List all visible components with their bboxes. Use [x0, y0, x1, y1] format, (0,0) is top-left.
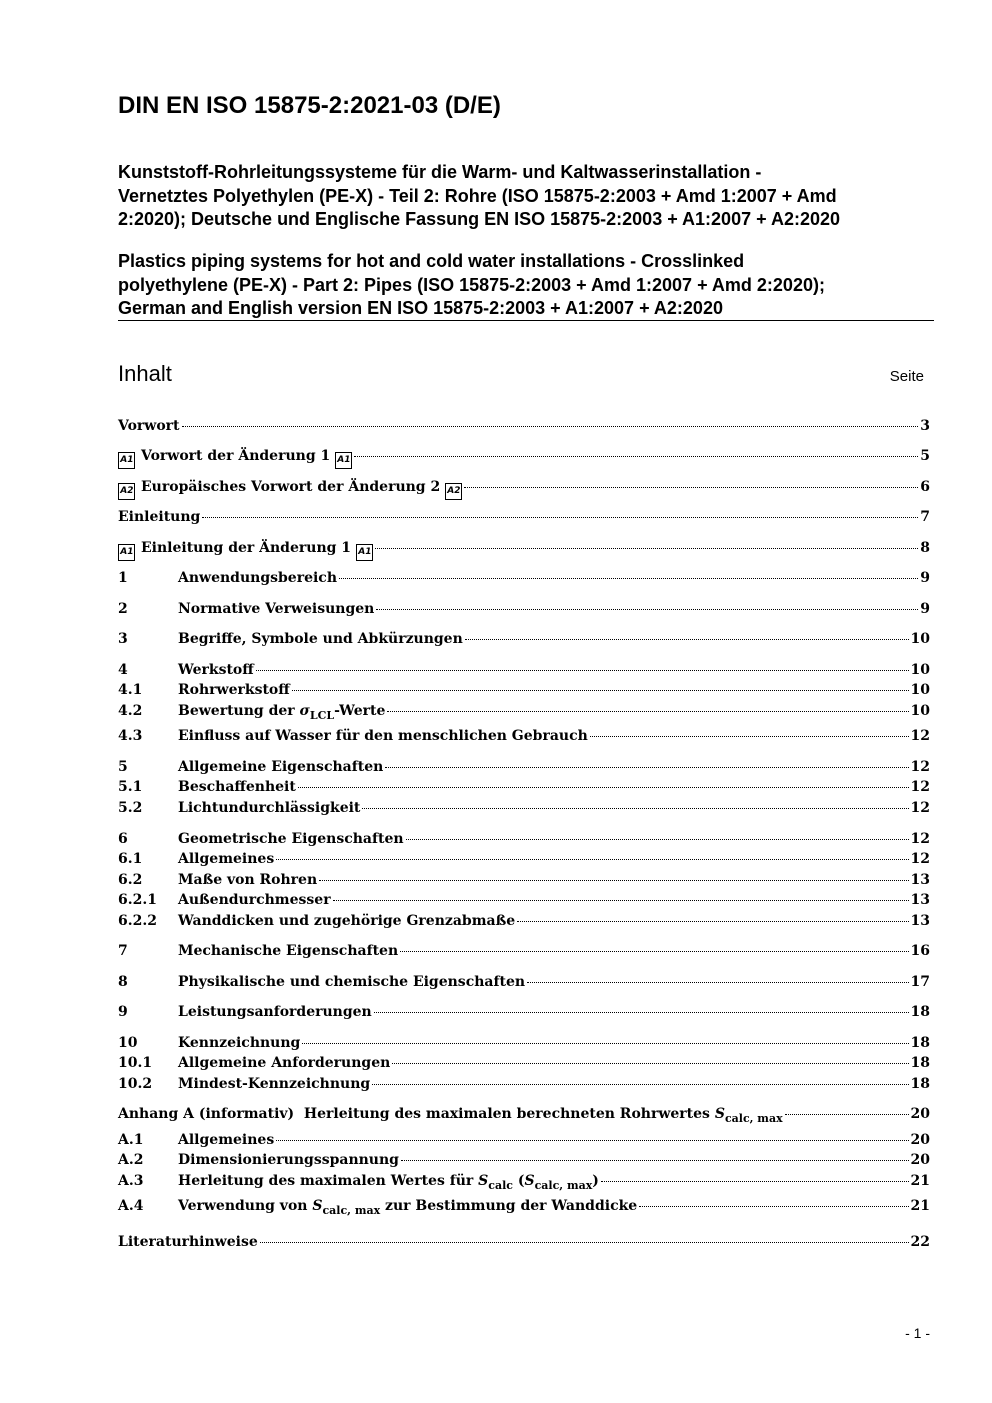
toc-entry-number: 10 — [118, 1035, 138, 1051]
toc-entry-page: 6 — [920, 479, 930, 495]
toc-entry-label-text: -Werte — [334, 703, 386, 719]
toc-entry-number: A.3 — [118, 1173, 144, 1189]
toc-entry-page: 18 — [910, 1004, 930, 1020]
toc-entry-page: 12 — [910, 800, 930, 816]
leader-dots — [590, 736, 909, 737]
leader-dots — [639, 1206, 908, 1207]
toc-entry-page: 12 — [910, 831, 930, 847]
toc-entry-label: Einleitung der Änderung 1 — [141, 540, 352, 556]
toc-entry-label: Vorwort der Änderung 1 — [141, 448, 331, 464]
toc-entry-page: 20 — [910, 1152, 930, 1168]
toc-entry-label: Allgemeines — [178, 1132, 275, 1148]
toc-entry-number: 9 — [118, 1004, 128, 1020]
title-divider — [118, 320, 934, 321]
toc-entry-number: 1 — [118, 570, 128, 586]
toc-entry-einleitung-aenderung-1[interactable] — [118, 540, 930, 560]
toc-entry-label-text: Anhang A (informativ) Herleitung des maximalen berechneten Rohrwertes — [118, 1106, 715, 1122]
toc-entry-label: Einfluss auf Wasser für den menschlichen Gebrauch — [178, 728, 588, 744]
toc-entry-10[interactable] — [118, 1035, 930, 1055]
toc-entry-label-text: Herleitung des maximalen Wertes für — [178, 1173, 479, 1189]
subtitle-german — [118, 161, 938, 232]
toc-entry-4-1[interactable] — [118, 682, 930, 702]
toc-entry-label: Normative Verweisungen — [178, 601, 375, 617]
leader-dots — [400, 951, 908, 952]
toc-entry-number: 10.1 — [118, 1055, 153, 1071]
toc-entry-label: Werkstoff — [178, 662, 254, 678]
toc-entry-4-3[interactable] — [118, 728, 930, 748]
leader-dots — [401, 1160, 909, 1161]
toc-entry-label: Leistungsanforderungen — [178, 1004, 372, 1020]
subtitle-german-line: Kunststoff-Rohrleitungssysteme für die Warm- und Kaltwasserinstallation - — [118, 162, 762, 182]
toc-entry-page: 20 — [910, 1132, 930, 1148]
toc-entry-label: Maße von Rohren — [178, 872, 318, 888]
toc-entry-einleitung[interactable] — [118, 509, 930, 529]
leader-dots — [392, 1063, 908, 1064]
toc-entry-page: 10 — [910, 703, 930, 719]
toc-entry-label-text: Verwendung von — [178, 1198, 313, 1214]
toc-entry-page: 7 — [920, 509, 930, 525]
subtitle-english — [118, 250, 938, 321]
toc-entry-label-group — [118, 1106, 783, 1125]
amendment-2-close-icon — [445, 483, 462, 500]
toc-entry-5-1[interactable] — [118, 779, 930, 799]
toc-entry-label-group — [178, 1173, 599, 1192]
amendment-marker-text: A1 — [118, 455, 134, 465]
toc-entry-number: 5.2 — [118, 800, 143, 816]
toc-entry-page: 13 — [910, 913, 930, 929]
leader-dots — [362, 808, 908, 809]
toc-entry-page: 20 — [910, 1106, 930, 1122]
toc-entry-number: 7 — [118, 943, 128, 959]
toc-entry-page: 18 — [910, 1055, 930, 1071]
toc-entry-number: 6.2.2 — [118, 913, 157, 929]
toc-entry-10-1[interactable] — [118, 1055, 930, 1075]
toc-entry-1[interactable] — [118, 570, 930, 590]
toc-page-column-label: Seite — [889, 368, 924, 385]
toc-entry-number: 2 — [118, 601, 128, 617]
toc-entry-2[interactable] — [118, 601, 930, 621]
symbol-subscript: calc, max — [322, 1204, 381, 1217]
toc-entry-label: Rohrwerkstoff — [178, 682, 290, 698]
toc-entry-page: 5 — [920, 448, 930, 464]
toc-entry-4[interactable] — [118, 662, 930, 682]
toc-entry-number: 6.2 — [118, 872, 143, 888]
s-symbol: S — [312, 1198, 323, 1214]
toc-entry-number: 10.2 — [118, 1076, 153, 1092]
toc-entry-label: Physikalische und chemische Eigenschaften — [178, 974, 526, 990]
toc-entry-vorwort[interactable] — [118, 418, 930, 438]
subtitle-english-line: German and English version EN ISO 15875-2:2003 + A1:2007 + A2:2020 — [118, 298, 723, 318]
toc-entry-label: Begriffe, Symbole und Abkürzungen — [178, 631, 463, 647]
subtitle-german-line: 2:2020); Deutsche und Englische Fassung EN ISO 15875-2:2003 + A1:2007 + A2:2020 — [118, 209, 840, 229]
leader-dots — [517, 921, 908, 922]
toc-entry-9[interactable] — [118, 1004, 930, 1024]
toc-entry-4-2[interactable] — [118, 703, 930, 723]
leader-dots — [464, 487, 918, 488]
toc-entry-a-3[interactable] — [118, 1173, 930, 1193]
toc-entry-page: 3 — [920, 418, 930, 434]
symbol-subscript: LCL — [309, 709, 335, 722]
toc-entry-number: 6 — [118, 831, 128, 847]
toc-entry-label: Allgemeine Anforderungen — [178, 1055, 391, 1071]
leader-dots — [601, 1181, 909, 1182]
amendment-1-open-icon — [118, 544, 135, 561]
toc-entry-number: 4 — [118, 662, 128, 678]
toc-entry-page: 12 — [910, 728, 930, 744]
leader-dots — [339, 578, 918, 579]
amendment-marker-text: A2 — [118, 486, 134, 496]
leader-dots — [256, 670, 909, 671]
toc-entry-number: 8 — [118, 974, 128, 990]
toc-entry-number: 6.1 — [118, 851, 143, 867]
toc-entry-page: 21 — [910, 1198, 930, 1214]
subtitle-english-line: polyethylene (PE-X) - Part 2: Pipes (ISO 15875-2:2003 + Amd 1:2007 + Amd 2:2020); — [118, 274, 825, 295]
s-symbol: S — [714, 1106, 725, 1122]
toc-entry-label: Lichtundurchlässigkeit — [178, 800, 361, 816]
toc-entry-label: Beschaffenheit — [178, 779, 296, 795]
toc-entry-page: 22 — [910, 1234, 930, 1250]
toc-entry-page: 12 — [910, 851, 930, 867]
toc-entry-page: 17 — [910, 974, 930, 990]
toc-entry-page: 18 — [910, 1035, 930, 1051]
toc-entry-label-text: zur Bestimmung der Wanddicke — [380, 1198, 638, 1214]
s-symbol: S — [524, 1173, 535, 1189]
toc-entry-label-group — [178, 703, 385, 722]
toc-entry-number: A.4 — [118, 1198, 144, 1214]
toc-entry-a-4[interactable] — [118, 1198, 930, 1218]
leader-dots — [182, 426, 919, 427]
leader-dots — [319, 880, 908, 881]
toc-entry-label: Wanddicken und zugehörige Grenzabmaße — [178, 913, 516, 929]
toc-entry-5[interactable] — [118, 759, 930, 779]
leader-dots — [302, 1043, 908, 1044]
toc-entry-8[interactable] — [118, 974, 930, 994]
toc-entry-page: 9 — [920, 601, 930, 617]
toc-entry-page: 10 — [910, 682, 930, 698]
toc-entry-europaeisches-vorwort-aenderung-2[interactable] — [118, 479, 930, 499]
toc-entry-number: 5.1 — [118, 779, 143, 795]
leader-dots — [527, 982, 908, 983]
toc-entry-vorwort-aenderung-1[interactable] — [118, 448, 930, 468]
toc-entry-label: Dimensionierungsspannung — [178, 1152, 399, 1168]
amendment-marker-text: A2 — [446, 486, 462, 496]
toc-entry-label-group — [118, 448, 352, 469]
amendment-2-open-icon — [118, 483, 135, 500]
amendment-marker-text: A1 — [336, 455, 352, 465]
toc-entry-label: Vorwort — [118, 418, 180, 434]
amendment-marker-text: A1 — [118, 547, 134, 557]
toc-entry-number: 4.1 — [118, 682, 143, 698]
toc-entry-7[interactable] — [118, 943, 930, 963]
toc-entry-10-2[interactable] — [118, 1076, 930, 1096]
toc-entry-label: Literaturhinweise — [118, 1234, 258, 1250]
leader-dots — [387, 711, 908, 712]
toc-entry-page: 13 — [910, 892, 930, 908]
toc-entry-page: 9 — [920, 570, 930, 586]
toc-entry-number: 3 — [118, 631, 128, 647]
document-title: DIN EN ISO 15875-2:2021-03 (D/E) — [118, 92, 501, 119]
toc-entry-label: Europäisches Vorwort der Änderung 2 — [141, 479, 441, 495]
toc-entry-6-2[interactable] — [118, 872, 930, 892]
toc-entry-label-text: ( — [512, 1173, 525, 1189]
leader-dots — [333, 900, 909, 901]
toc-entry-page: 18 — [910, 1076, 930, 1092]
leader-dots — [298, 787, 909, 788]
toc-entry-label: Anwendungsbereich — [178, 570, 337, 586]
leader-dots — [276, 859, 908, 860]
leader-dots — [785, 1114, 909, 1115]
toc-entry-label-group — [178, 1198, 637, 1217]
s-symbol: S — [478, 1173, 489, 1189]
symbol-subscript: calc — [488, 1179, 513, 1192]
toc-entry-label: Allgemeine Eigenschaften — [178, 759, 384, 775]
leader-dots — [372, 1084, 908, 1085]
leader-dots — [260, 1242, 909, 1243]
symbol-subscript: calc, max — [534, 1179, 593, 1192]
toc-entry-5-2[interactable] — [118, 800, 930, 820]
sigma-symbol: σ — [299, 703, 310, 719]
toc-entry-6-1[interactable] — [118, 851, 930, 871]
toc-entry-label: Mechanische Eigenschaften — [178, 943, 399, 959]
amendment-1-close-icon — [335, 452, 352, 469]
toc-entry-label-text: Bewertung der — [178, 703, 300, 719]
toc-entry-number: 6.2.1 — [118, 892, 157, 908]
toc-entry-a-1[interactable] — [118, 1132, 930, 1152]
leader-dots — [202, 517, 918, 518]
leader-dots — [354, 456, 918, 457]
toc-entry-page: 21 — [910, 1173, 930, 1189]
toc-entry-page: 12 — [910, 759, 930, 775]
toc-entry-3[interactable] — [118, 631, 930, 651]
toc-entry-page: 12 — [910, 779, 930, 795]
toc-entry-page: 8 — [920, 540, 930, 556]
subtitle-english-line: Plastics piping systems for hot and cold water installations - Crosslinked — [118, 251, 745, 271]
amendment-marker-text: A1 — [357, 547, 373, 557]
leader-dots — [385, 767, 908, 768]
toc-entry-number: 5 — [118, 759, 128, 775]
toc-entry-label: Außendurchmesser — [178, 892, 331, 908]
toc-entry-label: Allgemeines — [178, 851, 275, 867]
toc-entry-label: Geometrische Eigenschaften — [178, 831, 404, 847]
toc-entry-number: 4.3 — [118, 728, 143, 744]
toc-entry-page: 10 — [910, 662, 930, 678]
leader-dots — [406, 839, 909, 840]
symbol-subscript: calc, max — [724, 1112, 783, 1125]
toc-entry-label: Mindest-Kennzeichnung — [178, 1076, 371, 1092]
toc-entry-label-group — [118, 540, 373, 561]
toc-entry-6[interactable] — [118, 831, 930, 851]
toc-entry-label-text: ) — [592, 1173, 599, 1189]
toc-entry-number: 4.2 — [118, 703, 143, 719]
toc-entry-number: A.2 — [118, 1152, 144, 1168]
leader-dots — [375, 548, 918, 549]
toc-entry-6-2-2[interactable] — [118, 913, 930, 933]
toc-entry-page: 16 — [910, 943, 930, 959]
toc-entry-label: Kennzeichnung — [178, 1035, 301, 1051]
toc-heading: Inhalt — [118, 361, 172, 386]
subtitle-german-line: Vernetztes Polyethylen (PE-X) - Teil 2: Rohre (ISO 15875-2:2003 + Amd 1:2007 + Amd — [118, 185, 837, 206]
leader-dots — [374, 1012, 909, 1013]
toc-entry-page: 13 — [910, 872, 930, 888]
toc-entry-anhang-a[interactable] — [118, 1106, 930, 1126]
toc-entry-label-group — [118, 479, 462, 500]
leader-dots — [292, 690, 909, 691]
toc-entry-label: Einleitung — [118, 509, 201, 525]
amendment-1-open-icon — [118, 452, 135, 469]
toc-entry-a-2[interactable] — [118, 1152, 930, 1172]
toc-entry-6-2-1[interactable] — [118, 892, 930, 912]
toc-entry-number: A.1 — [118, 1132, 144, 1148]
leader-dots — [376, 609, 918, 610]
leader-dots — [465, 639, 909, 640]
leader-dots — [276, 1140, 908, 1141]
toc-entry-literaturhinweise[interactable] — [118, 1234, 930, 1254]
page-number: - 1 - — [905, 1325, 930, 1341]
toc-entry-page: 10 — [910, 631, 930, 647]
amendment-1-close-icon — [356, 544, 373, 561]
